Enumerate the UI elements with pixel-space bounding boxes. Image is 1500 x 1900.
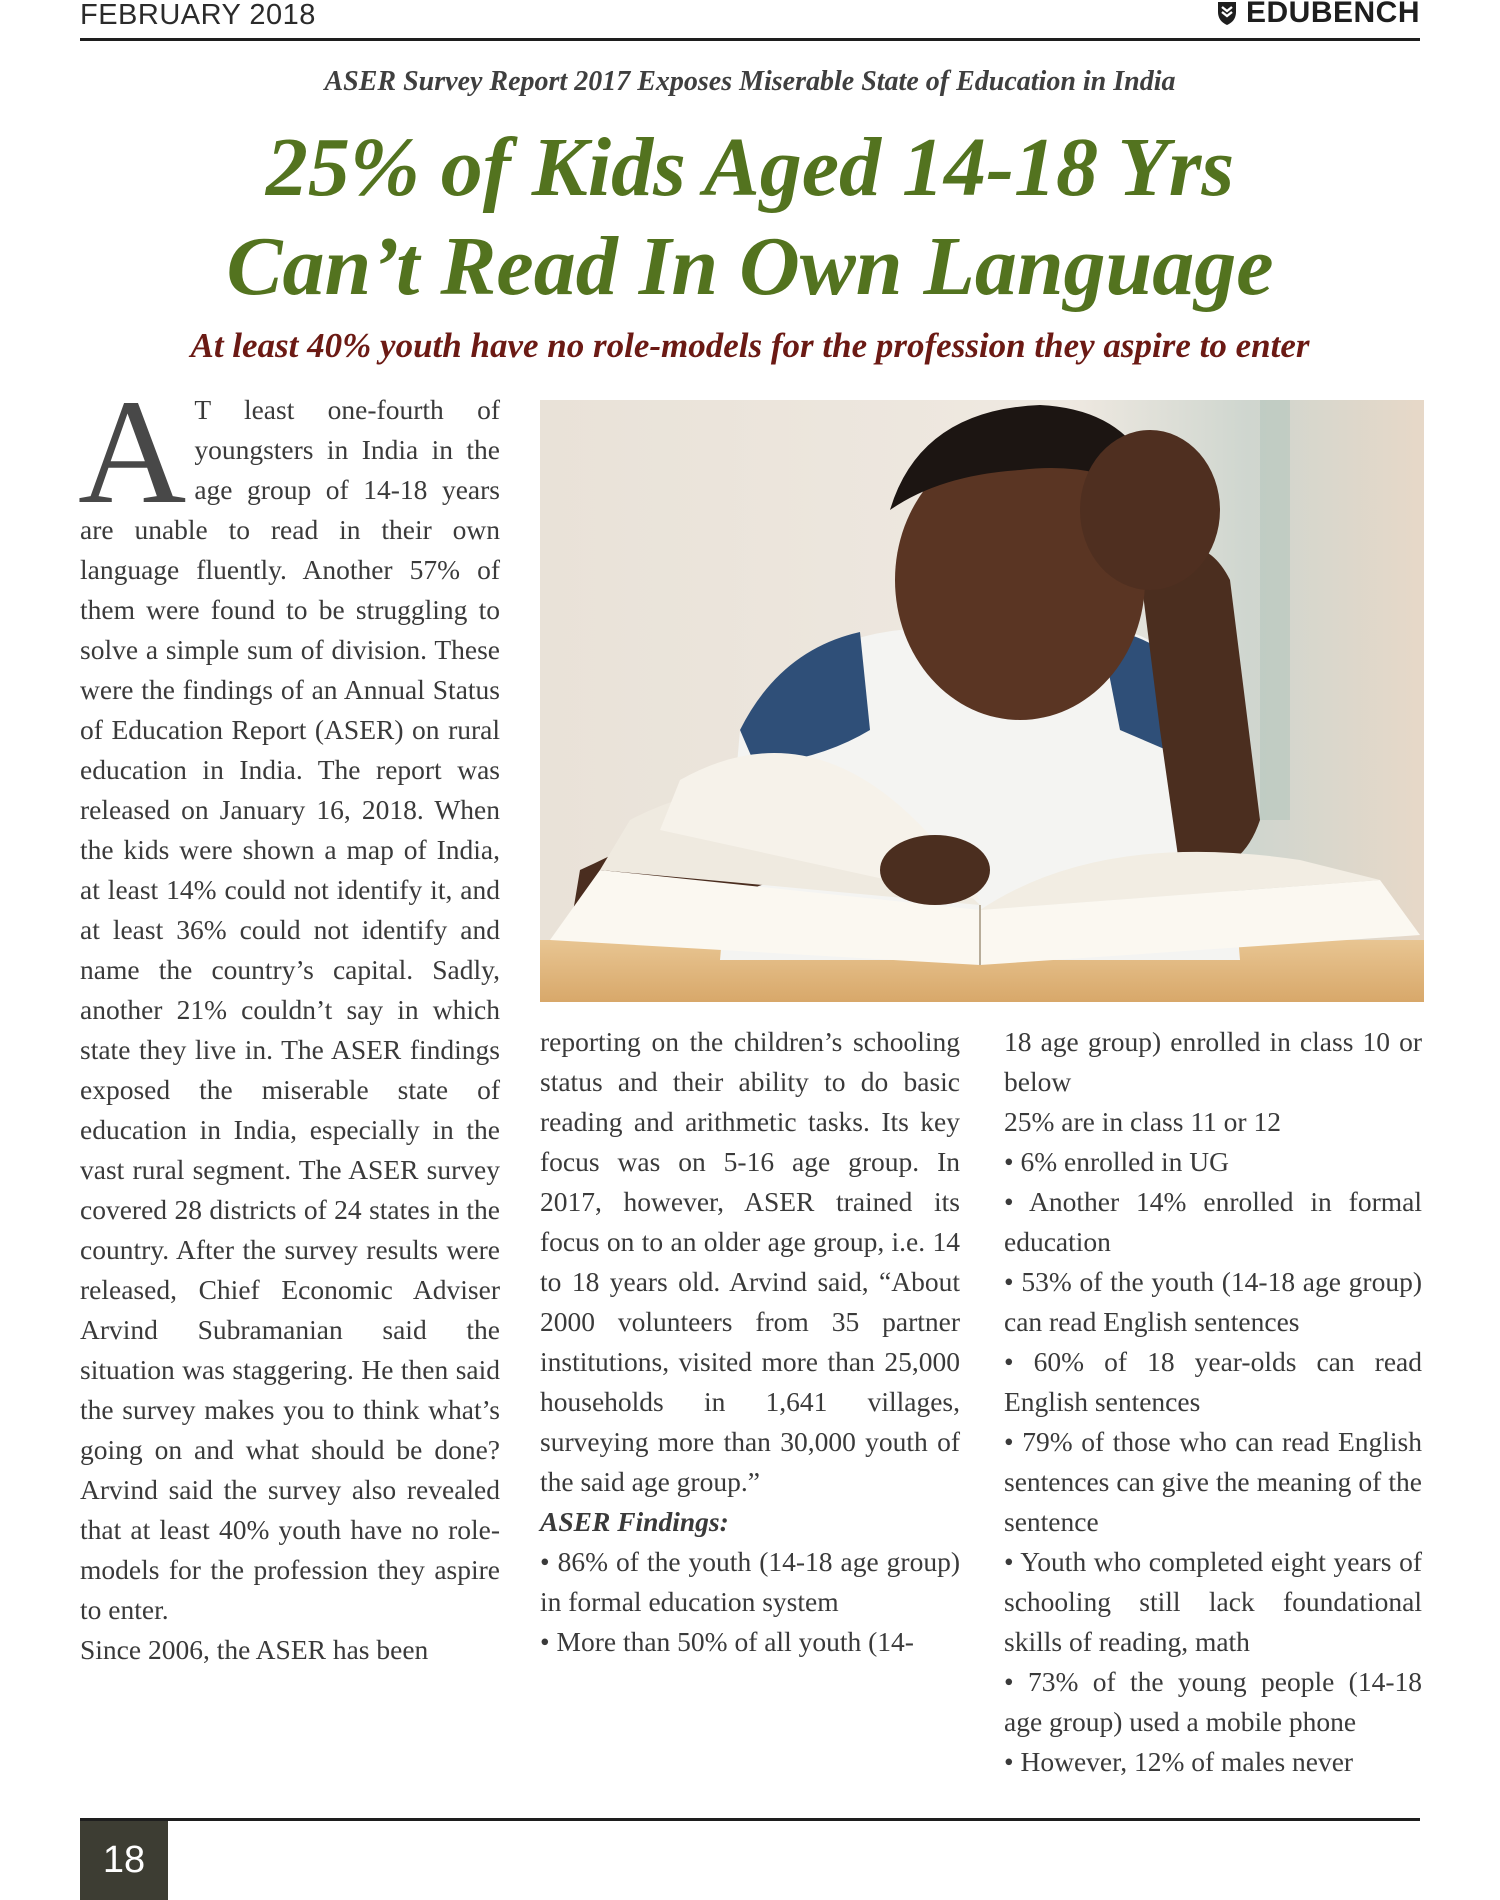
finding-item: • However, 12% of males never	[1004, 1746, 1354, 1777]
brand-logo	[1216, 0, 1420, 30]
finding-item: • 53% of the youth (14-18 age group) can read English sentences	[1004, 1266, 1422, 1337]
finding-item: • Another 14% enrolled in formal education	[1004, 1186, 1422, 1257]
headline-line-1: 25% of Kids Aged 14-18 Yrs	[265, 121, 1235, 214]
finding-item: • 79% of those who can read English sentences can give the meaning of the sentence	[1004, 1426, 1422, 1537]
finding-item: • 73% of the young people (14-18 age group) used a mobile phone	[1004, 1666, 1422, 1737]
brand-name: EDUBENCH	[1245, 0, 1420, 29]
paragraph-intro	[78, 369, 500, 1630]
paragraph-aser-background: reporting on the children’s schooling status and their ability to do basic reading and arithmetic tasks. Its key focus was on 5-16 age group. In 2017, however, ASER trained its focus on to an older age group, i.e. 14 to 18 years old. Arvind said, “About 2000 volunteers from 35 partner institutions, visited more than 25,000 households in 1,641 villages, surveying more than 30,000 youth of the said age group.”	[540, 1026, 960, 1497]
finding-item: • 86% of the youth (14-18 age group) in formal education system	[540, 1546, 960, 1617]
finding-item: 18 age group) enrolled in class 10 or below	[1004, 1026, 1422, 1097]
article-column-3	[1004, 1022, 1422, 1782]
finding-item: 25% are in class 11 or 12	[1004, 1106, 1281, 1137]
issue-date: FEBRUARY 2018	[80, 0, 316, 31]
article-column-1	[78, 369, 500, 1670]
finding-item: • 6% enrolled in UG	[1004, 1146, 1229, 1177]
page-header	[80, 0, 1420, 41]
page-number: 18	[80, 1821, 168, 1900]
article-deck: At least 40% youth have no role-models for the profession they aspire to enter	[190, 326, 1310, 365]
drop-cap: A	[78, 369, 187, 535]
finding-item: • Youth who completed eight years of schooling still lack foundational skills of reading, math	[1004, 1546, 1422, 1657]
findings-title: ASER Findings:	[540, 1506, 729, 1537]
article-kicker: ASER Survey Report 2017 Exposes Miserable State of Education in India	[324, 66, 1176, 97]
finding-item: • More than 50% of all youth (14-	[540, 1626, 914, 1657]
shield-icon	[1216, 0, 1238, 26]
intro-text: T least one-fourth of youngsters in India in the age group of 14-18 years are unable to read in their own language fluently. Another 57% of them were found to be struggling to solve a simple sum of division. These were the findings of an Annual Status of Education Report (ASER) on rural education in India. The report was released on January 16, 2018. When the kids were shown a map of India, at least 14% could not identify it, and at least 36% could not identify and name the country’s capital. Sadly, another 21% couldn’t say in which state they live in. The ASER findings exposed the miserable state of education in India, especially in the vast rural segment. The ASER survey covered 28 districts of 24 states in the country. After the survey results were released, Chief Economic Adviser Arvind Subramanian said the situation was staggering. He then said the survey makes you to think what’s going on and what should be done? Arvind said the survey also revealed that at least 40% youth have no role-models for the profession they aspire to enter.	[80, 394, 500, 1625]
article-photo	[540, 400, 1424, 1002]
headline-line-2: Can’t Read In Own Language	[226, 220, 1274, 313]
article-column-2	[540, 1022, 960, 1662]
finding-item: • 60% of 18 year-olds can read English sentences	[1004, 1346, 1422, 1417]
article-headline	[0, 118, 1500, 316]
paragraph-continued: Since 2006, the ASER has been	[80, 1634, 429, 1665]
footer-rule	[80, 1818, 1420, 1821]
